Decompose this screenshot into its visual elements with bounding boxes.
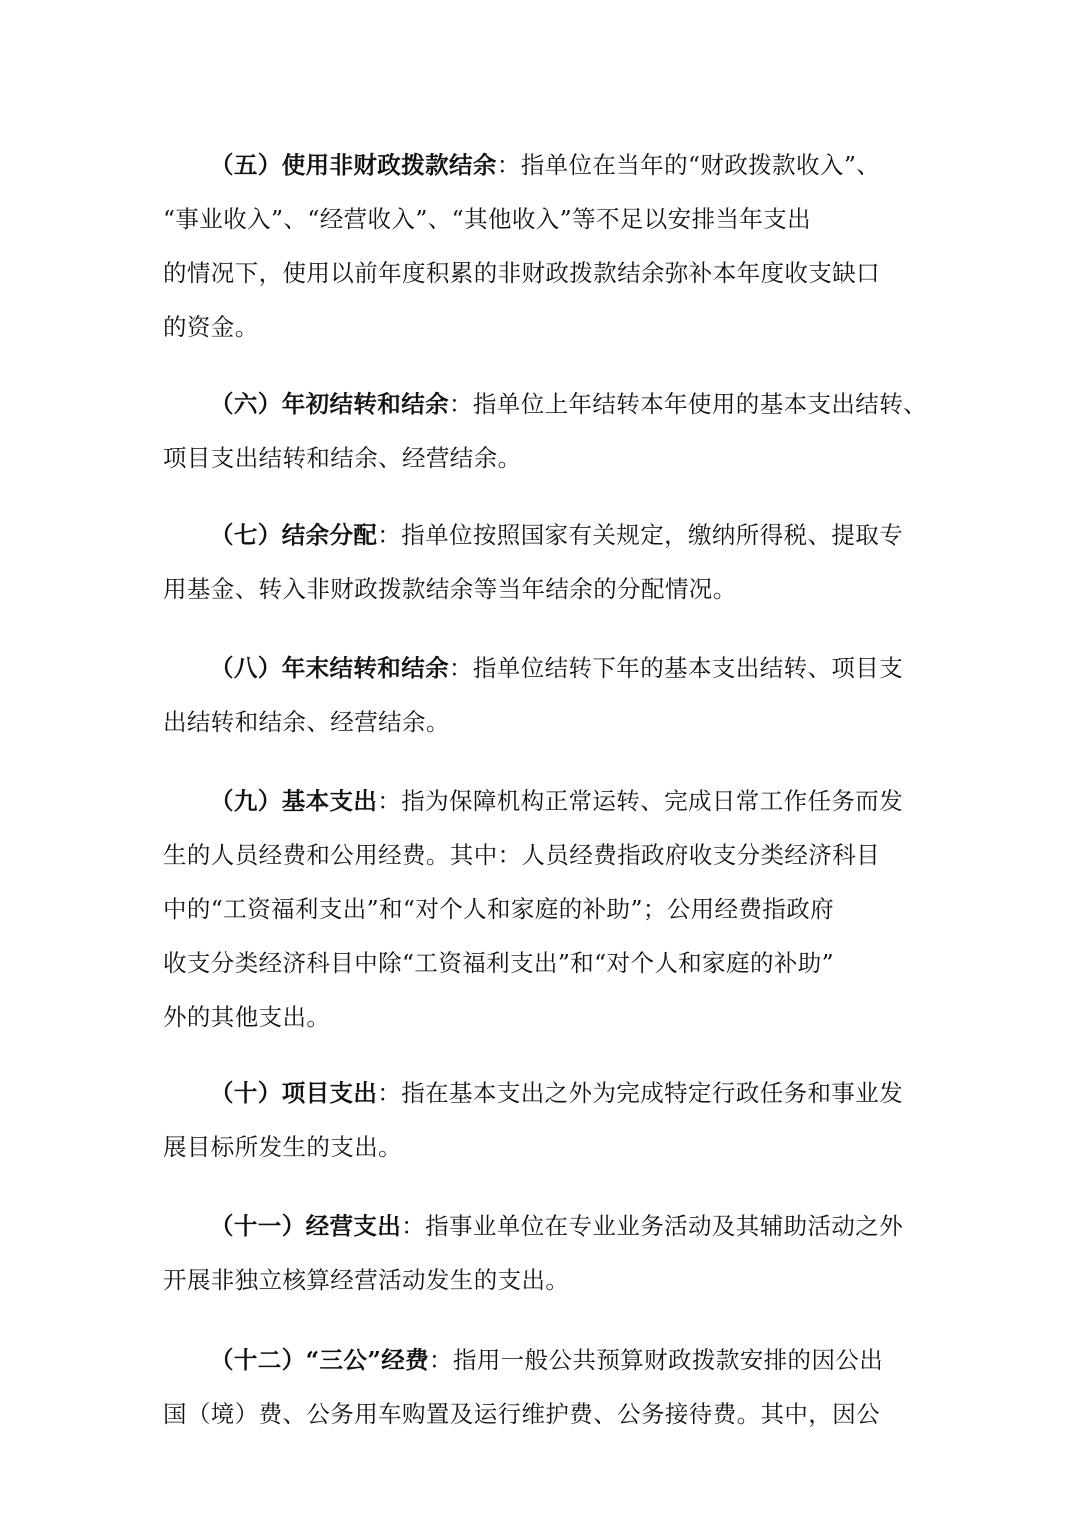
paragraph-line: “事业收入”、“经营收入”、“其他收入”等不足以安排当年支出 — [163, 205, 812, 233]
paragraph-12 — [163, 1333, 923, 1441]
term-heading: （六）年初结转和结余 — [210, 390, 449, 418]
term-heading: （十）项目支出 — [210, 1079, 378, 1107]
paragraph-7 — [163, 508, 923, 616]
paragraph-line: 的资金。 — [163, 313, 259, 341]
paragraph-line: 收支分类经济科目中除“工资福利支出”和“对个人和家庭的补助” — [163, 949, 835, 977]
paragraph-10 — [163, 1066, 923, 1174]
paragraph-first-line — [163, 1199, 923, 1253]
definition-text: ：指单位上年结转本年使用的基本支出结转、 — [449, 390, 927, 418]
paragraph-first-line — [163, 377, 927, 431]
paragraph-line: 外的其他支出。 — [163, 1003, 331, 1031]
paragraph-line: 国（境）费、公务用车购置及运行维护费、公务接待费。其中，因公 — [163, 1400, 880, 1428]
definition-text: ：指单位结转下年的基本支出结转、项目支 — [449, 654, 904, 682]
definition-text: ：指事业单位在专业业务活动及其辅助活动之外 — [401, 1212, 904, 1240]
paragraph-first-line — [163, 1066, 923, 1120]
term-heading: （十一）经营支出 — [210, 1212, 402, 1240]
paragraph-line: 用基金、转入非财政拨款结余等当年结余的分配情况。 — [163, 575, 737, 603]
paragraph-first-line — [163, 508, 923, 562]
paragraph-11 — [163, 1199, 923, 1307]
paragraph-6 — [163, 377, 927, 485]
definition-text: ：指为保障机构正常运转、完成日常工作任务而发 — [377, 787, 904, 815]
paragraph-line: 中的“工资福利支出”和“对个人和家庭的补助”；公用经费指政府 — [163, 895, 835, 923]
paragraph-line: 出结转和结余、经营结余。 — [163, 708, 450, 736]
term-heading: （八）年末结转和结余 — [210, 654, 449, 682]
term-heading: （九）基本支出 — [210, 787, 378, 815]
paragraph-line: 开展非独立核算经营活动发生的支出。 — [163, 1266, 570, 1294]
paragraph-5 — [163, 138, 923, 354]
paragraph-line: 项目支出结转和结余、经营结余。 — [163, 444, 522, 472]
definition-text: ：指在基本支出之外为完成特定行政任务和事业发 — [377, 1079, 904, 1107]
term-heading: （五）使用非财政拨款结余 — [210, 151, 497, 179]
paragraph-first-line — [163, 641, 923, 695]
definition-text: ：指单位按照国家有关规定，缴纳所得税、提取专 — [377, 521, 904, 549]
paragraph-first-line — [163, 138, 923, 192]
paragraph-line: 展目标所发生的支出。 — [163, 1133, 402, 1161]
term-heading: （十二）“三公”经费 — [210, 1346, 430, 1374]
paragraph-line: 生的人员经费和公用经费。其中：人员经费指政府收支分类经济科目 — [163, 841, 880, 869]
definition-text: ：指单位在当年的“财政拨款收入”、 — [496, 151, 881, 179]
term-heading: （七）结余分配 — [210, 521, 378, 549]
paragraph-first-line — [163, 774, 923, 828]
paragraph-9 — [163, 774, 923, 1044]
paragraph-first-line — [163, 1333, 923, 1387]
paragraph-line: 的情况下，使用以前年度积累的非财政拨款结余弥补本年度收支缺口 — [163, 259, 880, 287]
paragraph-8 — [163, 641, 923, 749]
definition-text: ：指用一般公共预算财政拨款安排的因公出 — [429, 1346, 884, 1374]
